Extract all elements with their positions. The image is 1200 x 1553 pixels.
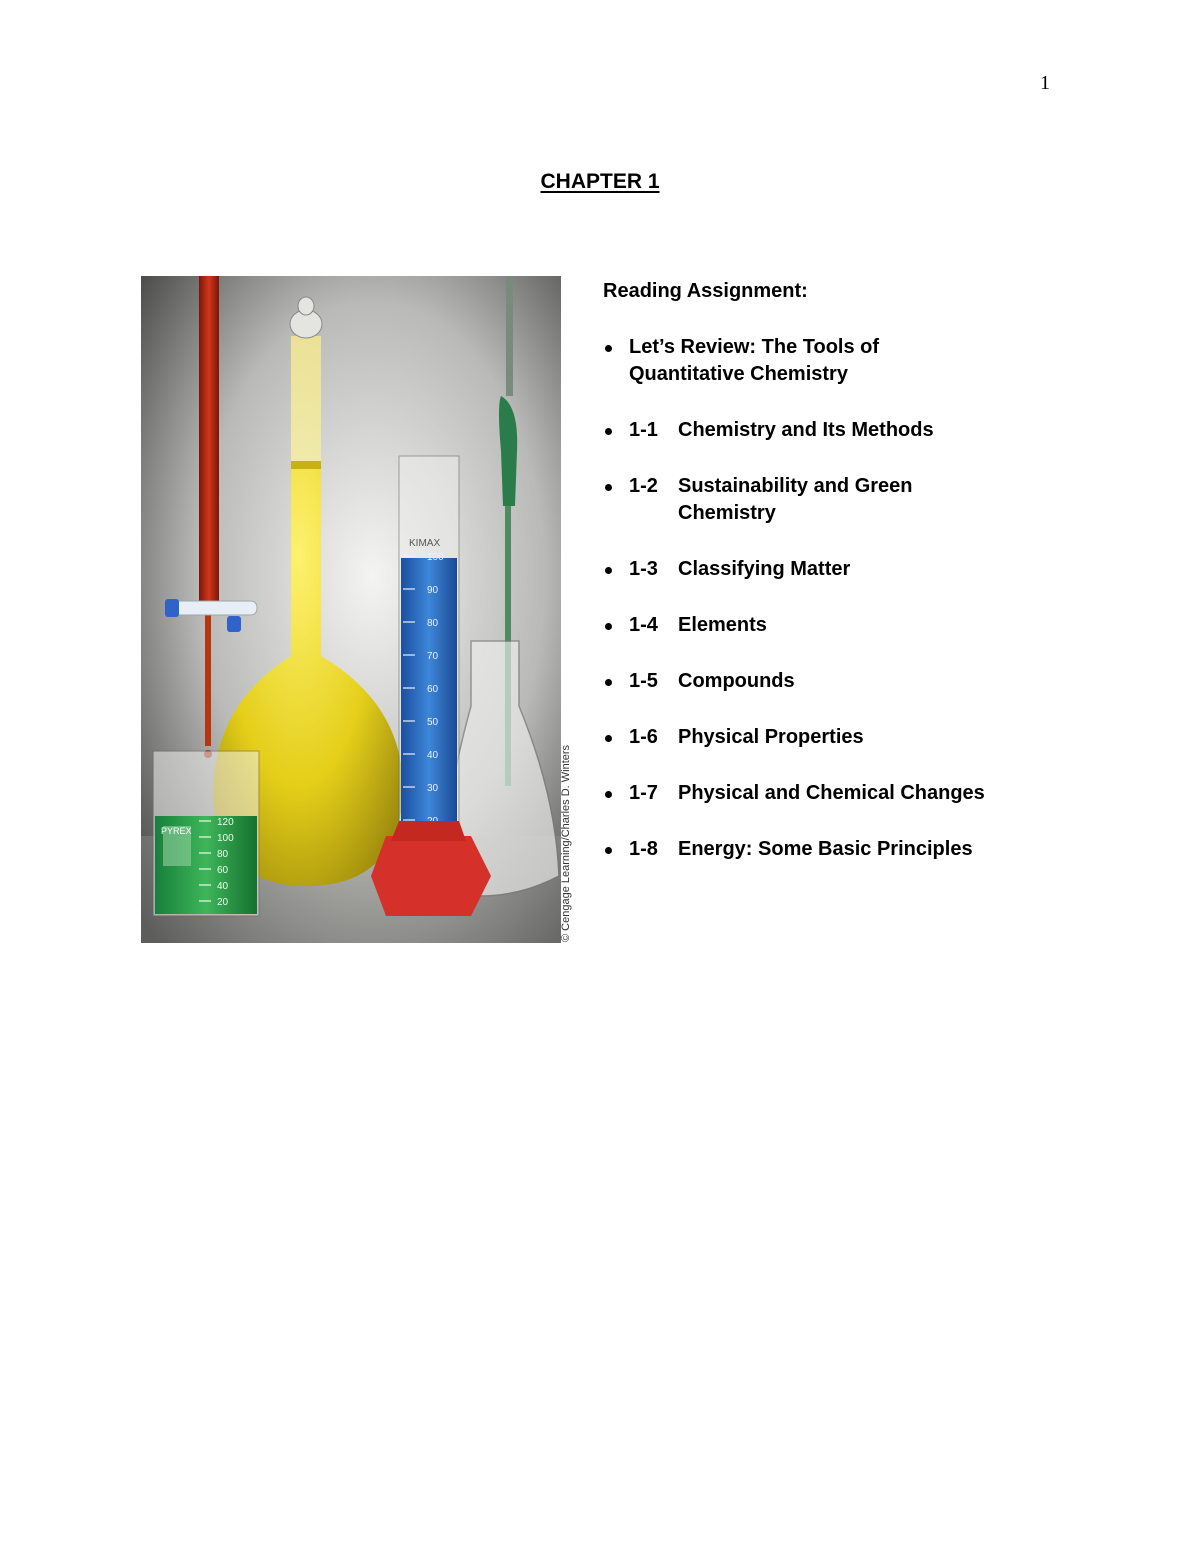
scale-label: 30	[427, 783, 439, 794]
topic-text: Chemistry and Its Methods	[678, 419, 934, 441]
topic-text: Classifying Matter	[678, 558, 851, 580]
topic-number: 1-8	[629, 838, 658, 860]
page-number: 1	[1040, 72, 1050, 94]
scale-label: 40	[217, 881, 229, 892]
topic-number: 1-1	[629, 419, 658, 441]
scale-label: 70	[427, 651, 439, 662]
topic-text: Let’s Review: The Tools of	[629, 336, 880, 358]
list-item	[603, 473, 1123, 527]
list-item	[603, 724, 1123, 751]
chapter-title: CHAPTER 1	[540, 170, 660, 193]
scale-label: 120	[217, 817, 234, 828]
topic-number: 1-5	[629, 670, 658, 692]
list-item	[603, 612, 1123, 639]
topic-number: 1-6	[629, 726, 658, 748]
list-item	[603, 334, 1123, 388]
list-item	[603, 556, 1123, 583]
topic-text: Energy: Some Basic Principles	[678, 838, 973, 860]
scale-label: 40	[427, 750, 439, 761]
topic-text: Physical and Chemical Changes	[678, 782, 985, 804]
topic-list	[603, 334, 1123, 863]
topic-number: 1-7	[629, 782, 658, 804]
lab-glassware-photo	[141, 276, 561, 943]
topic-text: Elements	[678, 614, 767, 636]
topic-number: 1-2	[629, 475, 658, 497]
scale-label: 20	[217, 897, 229, 908]
topic-text: Physical Properties	[678, 726, 864, 748]
photo-credit: © Cengage Learning/Charles D. Winters	[560, 744, 572, 942]
topic-number: 1-4	[629, 614, 658, 636]
scale-label: 80	[217, 849, 229, 860]
scale-label: 100	[217, 833, 234, 844]
reading-assignment	[603, 278, 1123, 892]
scale-label: 80	[427, 618, 439, 629]
topic-number: 1-3	[629, 558, 658, 580]
topic-text-cont: Quantitative Chemistry	[629, 363, 848, 385]
reading-heading: Reading Assignment:	[603, 280, 808, 302]
burette	[199, 276, 219, 606]
beaker-brand-label: PYREX	[161, 826, 192, 836]
scale-label: 100	[427, 552, 444, 563]
list-item	[603, 668, 1123, 695]
cylinder-base	[371, 836, 491, 916]
cylinder-brand-label: KIMAX	[409, 538, 441, 549]
scale-label: 60	[427, 684, 439, 695]
list-item	[603, 836, 1123, 863]
stopcock	[167, 601, 257, 615]
topic-text: Compounds	[678, 670, 795, 692]
list-item	[603, 780, 1123, 807]
topic-text: Sustainability and Green	[678, 475, 913, 497]
scale-label: 50	[427, 717, 439, 728]
scale-label: 90	[427, 585, 439, 596]
topic-text-cont: Chemistry	[678, 502, 776, 524]
scale-label: 60	[217, 865, 229, 876]
list-item	[603, 417, 1123, 444]
